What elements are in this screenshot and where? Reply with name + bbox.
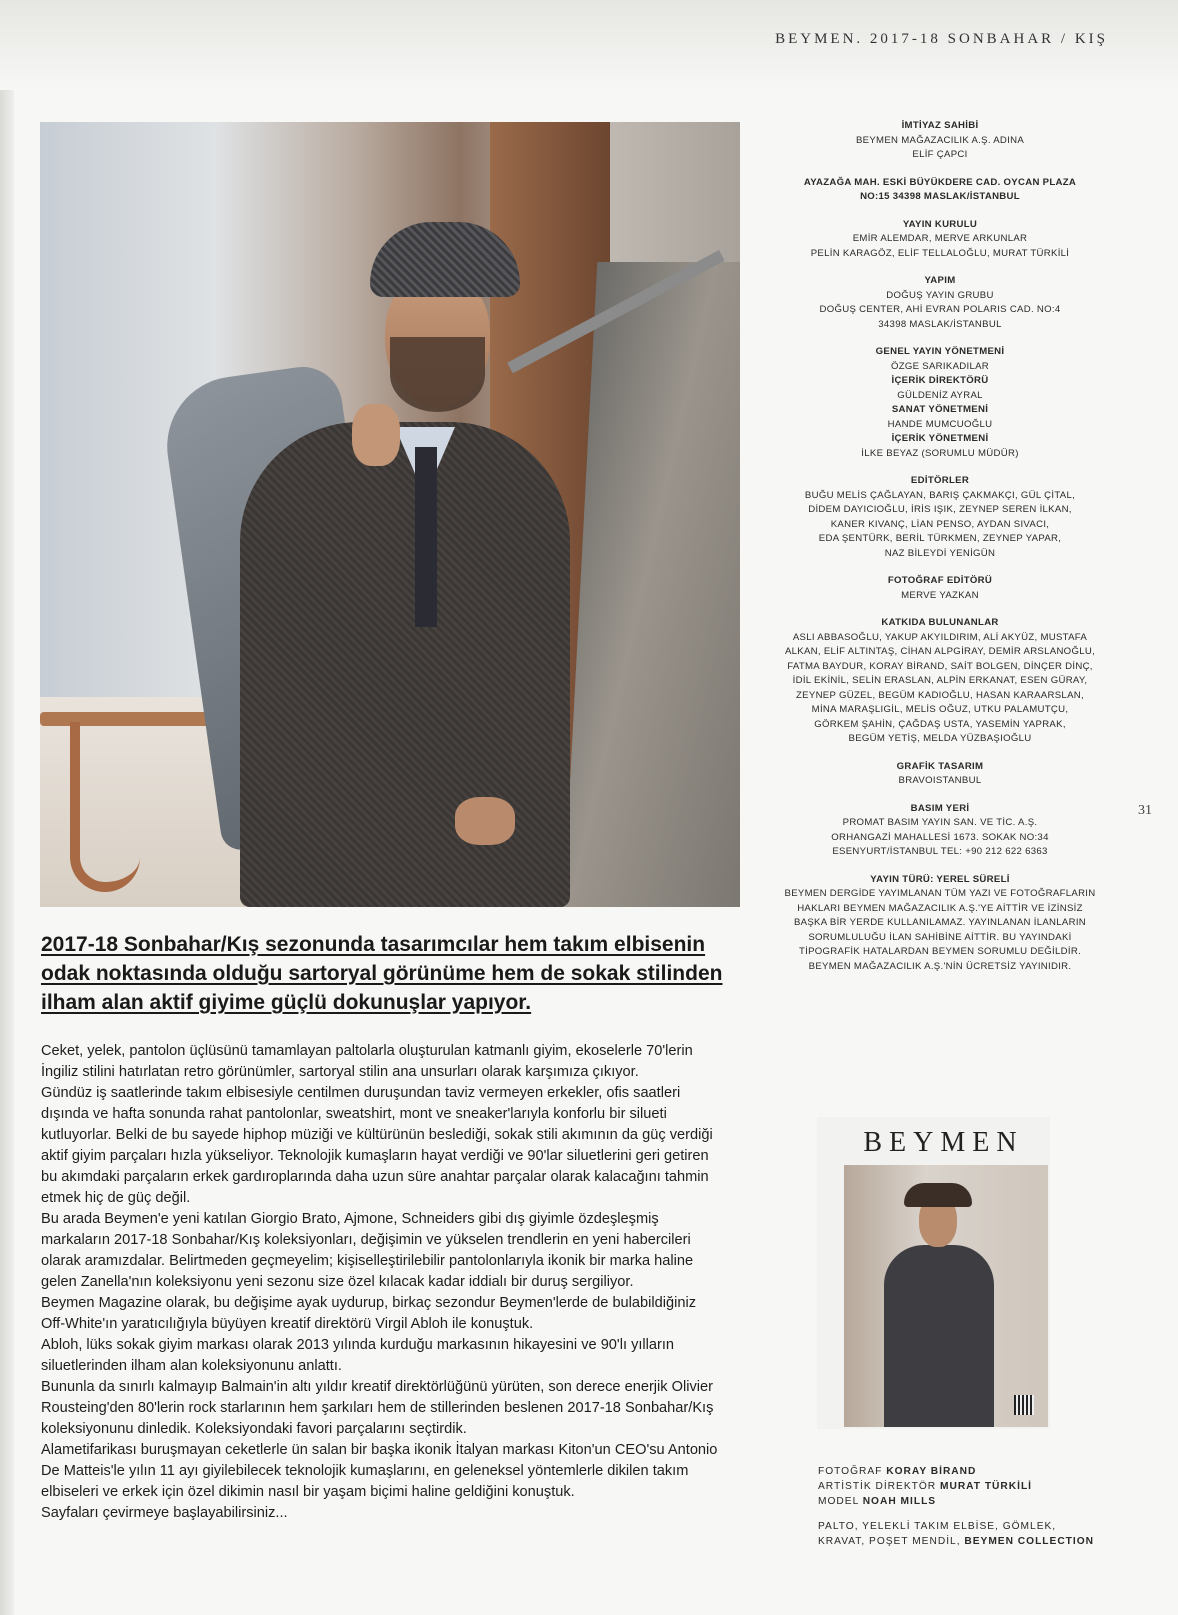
masthead-line: ORHANGAZİ MAHALLESİ 1673. SOKAK NO:34 xyxy=(831,831,1049,843)
masthead-line: PELİN KARAGÖZ, ELİF TELLALOĞLU, MURAT TÜRKİLİ xyxy=(810,247,1070,259)
masthead-line: EMİR ALEMDAR, MERVE ARKUNLAR xyxy=(852,233,1028,244)
body-paragraph: Alametifarikası buruşmayan ceketlerle ün salan bir başka ikonik İtalyan markası Kiton'un CEO'su Antonio De Matteis'le yılın 11 ayı giyilebilecek teknolojik kumaşlarını, en geleneksel yöntemlerle dikilen takım elbiseleri ve erkek için özel dikimin nasıl bir yaşam biçimi haline geldiğini konuştuk. xyxy=(41,1442,718,1500)
credit-photo: FOTOĞRAF KORAY BİRAND xyxy=(818,1466,977,1477)
masthead-section xyxy=(760,176,1120,205)
masthead-line: FATMA BAYDUR, KORAY BİRAND, SAİT BOLGEN, DİNÇER DİNÇ, xyxy=(787,660,1093,672)
masthead-section xyxy=(760,574,1120,603)
masthead-line: PROMAT BASIM YAYIN SAN. VE TİC. A.Ş. xyxy=(842,817,1038,828)
masthead-line: MİNA MARAŞLIGİL, MELİS OĞUZ, UTKU PALAMUTÇU, xyxy=(811,704,1069,715)
masthead-line: DİDEM DAYICIOĞLU, İRİS IŞIK, ZEYNEP SEREN İLKAN, xyxy=(808,504,1072,515)
masthead-line: ZEYNEP GÜZEL, BEGÜM KADIOĞLU, HASAN KARAARSLAN, xyxy=(796,689,1084,701)
masthead-heading: KATKIDA BULUNANLAR xyxy=(881,617,999,628)
masthead-line: ELİF ÇAPCI xyxy=(912,149,968,160)
masthead-section xyxy=(760,616,1120,747)
masthead-section xyxy=(760,474,1120,561)
masthead-line: İDİL EKİNİL, SELİN ERASLAN, ALPİN ERKANAT, ESEN GÜRAY, xyxy=(792,675,1088,686)
magazine-cover-thumbnail xyxy=(817,1117,1050,1429)
masthead-line: BAŞKA BİR YERDE KULLANILAMAZ. YAYINLANAN İLANLARIN xyxy=(793,917,1087,928)
cover-qr-code xyxy=(1014,1395,1034,1415)
photo-model-hand xyxy=(352,404,400,466)
masthead-line: TİPOGRAFİK HATALARDAN BEYMEN SORUMLU DEĞİLDİR. xyxy=(798,946,1082,957)
cover-model-hat xyxy=(904,1183,972,1207)
masthead-line: NAZ BİLEYDİ YENİGÜN xyxy=(884,547,996,559)
masthead-line: MERVE YAZKAN xyxy=(901,589,979,601)
body-paragraph: Abloh, lüks sokak giyim markası olarak 2013 yılında kurduğu markasının hikayesini ve 90'lı yılların siluetlerinden ilham alan koleksiyonunu anlattı. xyxy=(41,1337,675,1374)
masthead-line: ALKAN, ELİF ALTINTAŞ, CİHAN ALPGİRAY, DEMİR ARSLANOĞLU, xyxy=(784,646,1096,657)
masthead-line: GÖRKEM ŞAHİN, ÇAĞDAŞ USTA, YASEMİN YAPRAK, xyxy=(814,718,1066,730)
masthead-heading: YAPIM xyxy=(924,275,956,286)
masthead-line: HAKLARI BEYMEN MAĞAZACILIK A.Ş.'YE AİTTİR VE İZİNSİZ xyxy=(797,902,1083,914)
credit-items-line: KRAVAT, POŞET MENDİL, BEYMEN COLLECTION xyxy=(818,1536,1095,1547)
masthead-section xyxy=(760,119,1120,163)
masthead-line: ASLI ABBASOĞLU, YAKUP AKYILDIRIM, ALİ AKYÜZ, MUSTAFA xyxy=(792,631,1088,643)
masthead-line: BRAVOISTANBUL xyxy=(898,775,982,786)
masthead-section xyxy=(760,873,1120,975)
masthead-line: İLKE BEYAZ (SORUMLU MÜDÜR) xyxy=(861,447,1019,459)
body-paragraph: Ceket, yelek, pantolon üçlüsünü tamamlayan paltolarla oluşturulan katmanlı giyim, ekoselerle 70'lerin İngiliz stilini hatırlatan retro görünümler, sartoryal stilin ana unsurları olarak karşımıza çıkıyor. xyxy=(41,1043,693,1080)
cover-photo xyxy=(844,1165,1048,1427)
page-number: 31 xyxy=(1138,803,1152,818)
body-paragraph: Bu arada Beymen'e yeni katılan Giorgio Brato, Ajmone, Schneiders gibi dış giyimle özdeşleşmiş markaların 2017-18 Sonbahar/Kış koleksiyonları, değişimin ve yükselen trendlerin en yeni habercileri olarak aramızdalar. Belirtmeden geçmeyelim; kişiselleştirilebilir pantolonlarıyla ikonik bir marka haline gelen Zanella'nın koleksiyonu yeni sezonu size özel kılacak kadar iddialı bir duruş sergiliyor. xyxy=(41,1211,694,1290)
masthead-line: ESENYURT/İSTANBUL TEL: +90 212 622 6363 xyxy=(832,846,1048,857)
masthead-line: KANER KIVANÇ, LİAN PENSO, AYDAN SIVACI, xyxy=(830,518,1050,530)
body-paragraph: Gündüz iş saatlerinde takım elbisesiyle centilmen duruşundan taviz vermeyen erkekler, ofis saatleri dışında ve hafta sonunda rahat pantolonlar, sweatshirt, mont ve sneaker'larıyla konforlu bir silueti kutluyorlar. Belki de bu sayede hiphop müziği ve kültürünün beslediği, sokak stili akımının da güç verdiği aktif giyim parçaları hızla yükseliyor. Teknolojik kumaşların hayat verdiği ve 90'lar siluetlerini geri getiren bu akımdaki parçaların erkek gardıroplarında daha uzun süre anahtar parçalar olarak kalacağını tahmin etmek hiç de güç değil. xyxy=(41,1085,713,1206)
masthead xyxy=(760,119,1120,987)
body-paragraph: Beymen Magazine olarak, bu değişime ayak uydurup, birkaç sezondur Beymen'lerde de bulabildiğiniz Off-White'ın yaratıcılığıyla büyüyen kreatif direktörü Virgil Abloh ile konuştuk. xyxy=(41,1295,697,1332)
masthead-line: BEYMEN DERGİDE YAYIMLANAN TÜM YAZI VE FOTOĞRAFLARIN xyxy=(784,888,1096,899)
body-paragraph: Bununla da sınırlı kalmayıp Balmain'in altı yıldır kreatif direktörlüğünü yürüten, son derece enerjik Olivier Rousteing'den 80'lerin rock starlarının hem şarkıları hem de stillerinden beslenen 2017-18 Sonbahar/Kış koleksiyonunu dinledik. Koleksiyondaki favori parçalarını seçtirdik. xyxy=(41,1379,714,1437)
photo-model-hand-umbrella xyxy=(455,797,515,845)
fashion-photo xyxy=(40,122,740,907)
photo-credits xyxy=(818,1464,1138,1549)
credit-items-line: PALTO, YELEKLİ TAKIM ELBİSE, GÖMLEK, xyxy=(818,1521,1057,1532)
masthead-line: DOĞUŞ CENTER, AHİ EVRAN POLARIS CAD. NO:4 xyxy=(819,304,1061,315)
masthead-line: GÜLDENİZ AYRAL xyxy=(897,389,983,401)
masthead-heading: İÇERİK DİREKTÖRÜ xyxy=(891,375,989,386)
masthead-heading: AYAZAĞA MAH. ESKİ BÜYÜKDERE CAD. OYCAN PLAZA xyxy=(803,176,1077,188)
masthead-heading: YAYIN TÜRÜ: YEREL SÜRELİ xyxy=(870,873,1010,885)
masthead-line: BEYMEN MAĞAZACILIK A.Ş.'NİN ÜCRETSİZ YAYINIDIR. xyxy=(808,960,1072,972)
masthead-line: ÖZGE SARIKADILAR xyxy=(890,360,990,372)
masthead-section xyxy=(760,218,1120,262)
masthead-heading: BASIM YERİ xyxy=(910,802,970,814)
masthead-section xyxy=(760,345,1120,461)
page-edge xyxy=(0,0,14,1615)
masthead-heading: GENEL YAYIN YÖNETMENİ xyxy=(875,346,1005,357)
photo-table-leg xyxy=(70,722,140,892)
body-paragraph: Sayfaları çevirmeye başlayabilirsiniz... xyxy=(41,1505,288,1521)
masthead-heading: EDİTÖRLER xyxy=(910,475,970,486)
masthead-section xyxy=(760,274,1120,332)
masthead-heading: İÇERİK YÖNETMENİ xyxy=(891,433,989,444)
credit-model: MODEL NOAH MILLS xyxy=(818,1496,937,1507)
masthead-line: 34398 MASLAK/İSTANBUL xyxy=(878,318,1002,330)
photo-model-beard xyxy=(390,337,485,412)
masthead-line: BUĞU MELİS ÇAĞLAYAN, BARIŞ ÇAKMAKÇI, GÜL ÇİTAL, xyxy=(804,489,1076,501)
article-headline: 2017-18 Sonbahar/Kış sezonunda tasarımcılar hem takım elbisenin odak noktasında olduğu sartoryal görünüme hem de sokak stilinden ilham alan aktif giyime güçlü dokunuşlar yapıyor. xyxy=(41,933,723,1014)
masthead-heading: GRAFİK TASARIM xyxy=(896,760,984,772)
cover-brand: BEYMEN xyxy=(863,1127,1024,1158)
masthead-section xyxy=(760,760,1120,789)
masthead-line: DOĞUŞ YAYIN GRUBU xyxy=(886,289,994,301)
masthead-line: EDA ŞENTÜRK, BERİL TÜRKMEN, ZEYNEP YAPAR, xyxy=(818,533,1062,544)
masthead-heading: SANAT YÖNETMENİ xyxy=(891,404,989,415)
masthead-line: NO:15 34398 MASLAK/İSTANBUL xyxy=(860,191,1020,202)
masthead-line: HANDE MUMCUOĞLU xyxy=(887,418,993,430)
credit-art-director: ARTİSTİK DİREKTÖR MURAT TÜRKİLİ xyxy=(818,1481,1033,1492)
masthead-line: BEGÜM YETİŞ, MELDA YÜZBAŞIOĞLU xyxy=(848,733,1032,744)
photo-tie xyxy=(415,447,437,627)
article-body xyxy=(41,1041,721,1524)
cover-model-suit xyxy=(884,1245,994,1427)
masthead-line: SORUMLULUĞU İLAN SAHİBİNE AİTTİR. BU YAYINDAKİ xyxy=(808,931,1072,943)
running-head: BEYMEN. 2017-18 SONBAHAR / KIŞ xyxy=(775,31,1108,47)
masthead-heading: İMTİYAZ SAHİBİ xyxy=(901,120,979,131)
masthead-heading: FOTOĞRAF EDİTÖRÜ xyxy=(887,575,993,586)
photo-suit xyxy=(240,422,570,907)
masthead-heading: YAYIN KURULU xyxy=(902,218,978,230)
masthead-line: BEYMEN MAĞAZACILIK A.Ş. ADINA xyxy=(855,134,1025,146)
masthead-section xyxy=(760,802,1120,860)
